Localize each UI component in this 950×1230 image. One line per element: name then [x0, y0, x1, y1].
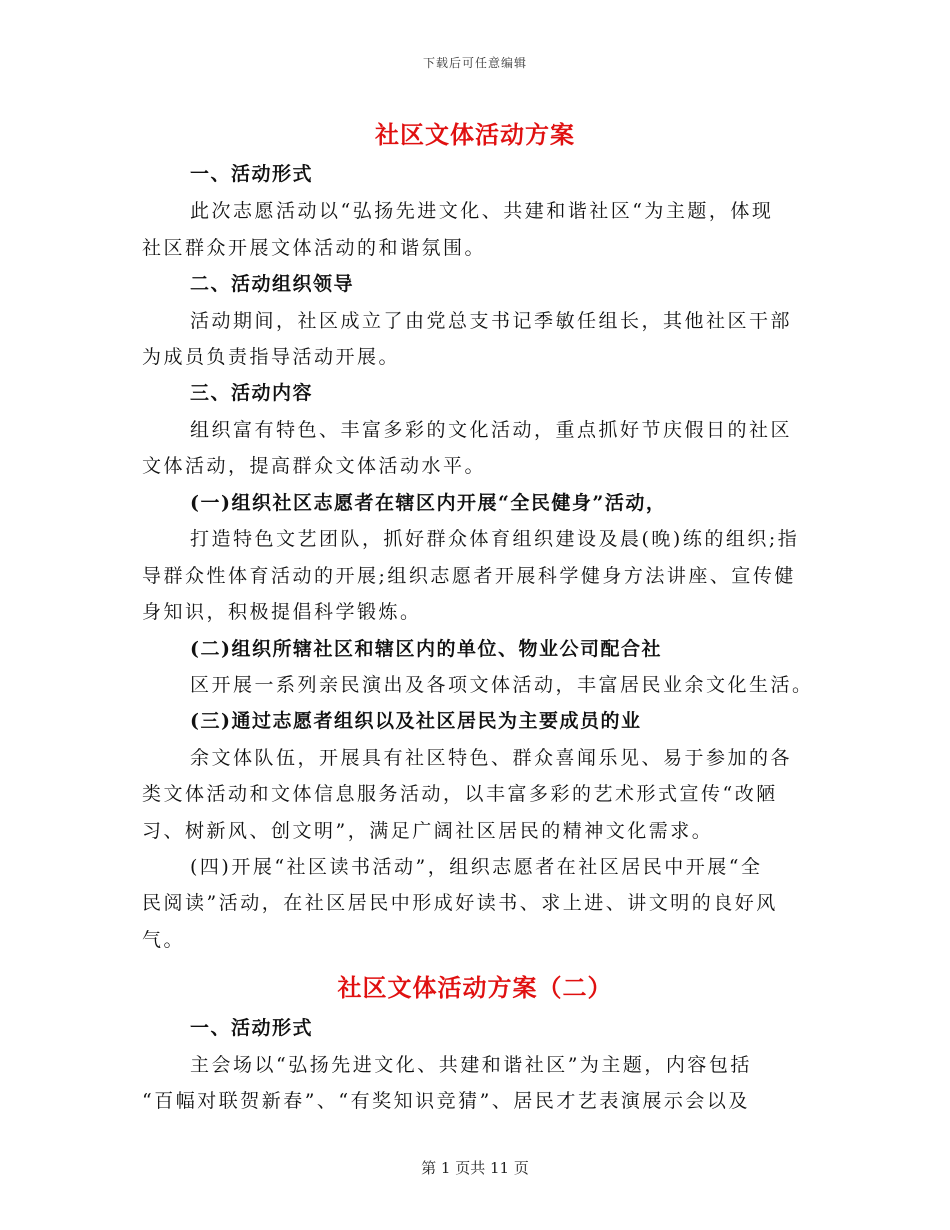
section-heading: 三、活动内容 [190, 382, 314, 404]
paragraph-line: 此次志愿活动以“弘扬先进文化、共建和谐社区“为主题，体现 [190, 200, 774, 222]
paragraph-line: 区开展一系列亲民演出及各项文体活动，丰富居民业余文化生活。 [190, 674, 814, 696]
subsection-heading: (三)通过志愿者组织以及社区居民为主要成员的业 [190, 710, 642, 732]
section-heading: 二、活动组织领导 [190, 273, 355, 295]
subsection-heading: (一)组织社区志愿者在辖区内开展“全民健身”活动， [190, 492, 667, 514]
subsection-heading: (二)组织所辖社区和辖区内的单位、物业公司配合社 [190, 638, 662, 660]
paragraph-line: 打造特色文艺团队，抓好群众体育组织建设及晨(晚)练的组织;指 [190, 528, 800, 550]
paragraph-line: 类文体活动和文体信息服务活动，以丰富多彩的艺术形式宣传“改陋 [142, 783, 778, 805]
paragraph-line: 文体活动，提高群众文体活动水平。 [142, 455, 487, 477]
header-note: 下载后可任意编辑 [422, 56, 527, 70]
paragraph-line: (四)开展“社区读书活动”，组织志愿者在社区居民中开展“全 [190, 856, 763, 878]
paragraph-line: 导群众性体育活动的开展;组织志愿者开展科学健身方法讲座、宣传健 [142, 565, 796, 587]
page-footer: 第 1 页共 11 页 [421, 1159, 529, 1177]
paragraph-line: 习、树新风、创文明”，满足广阔社区居民的精神文化需求。 [142, 820, 714, 842]
section-heading: 一、活动形式 [190, 163, 314, 185]
paragraph-line: 身知识，积极提倡科学锻炼。 [142, 601, 422, 623]
paragraph-line: “百幅对联贺新春”、“有奖知识竞猜”、居民才艺表演展示会以及 [142, 1090, 750, 1112]
paragraph-line: 气。 [142, 929, 186, 951]
paragraph-line: 余文体队伍，开展具有社区特色、群众喜闻乐见、易于参加的各 [190, 747, 793, 769]
paragraph-line: 主会场以“弘扬先进文化、共建和谐社区”为主题，内容包括 [190, 1054, 752, 1076]
paragraph-line: 活动期间，社区成立了由党总支书记季敏任组长，其他社区干部 [190, 310, 793, 332]
paragraph-line: 民阅读”活动，在社区居民中形成好读书、求上进、讲文明的良好风 [142, 892, 778, 914]
paragraph-line: 社区群众开展文体活动的和谐氛围。 [142, 237, 487, 259]
section-heading: 一、活动形式 [190, 1017, 314, 1039]
paragraph-line: 组织富有特色、丰富多彩的文化活动，重点抓好节庆假日的社区 [190, 419, 793, 441]
document-title: 社区文体活动方案 [375, 120, 575, 149]
paragraph-line: 为成员负责指导活动开展。 [142, 346, 401, 368]
document-title-2: 社区文体活动方案（二） [337, 973, 613, 1002]
